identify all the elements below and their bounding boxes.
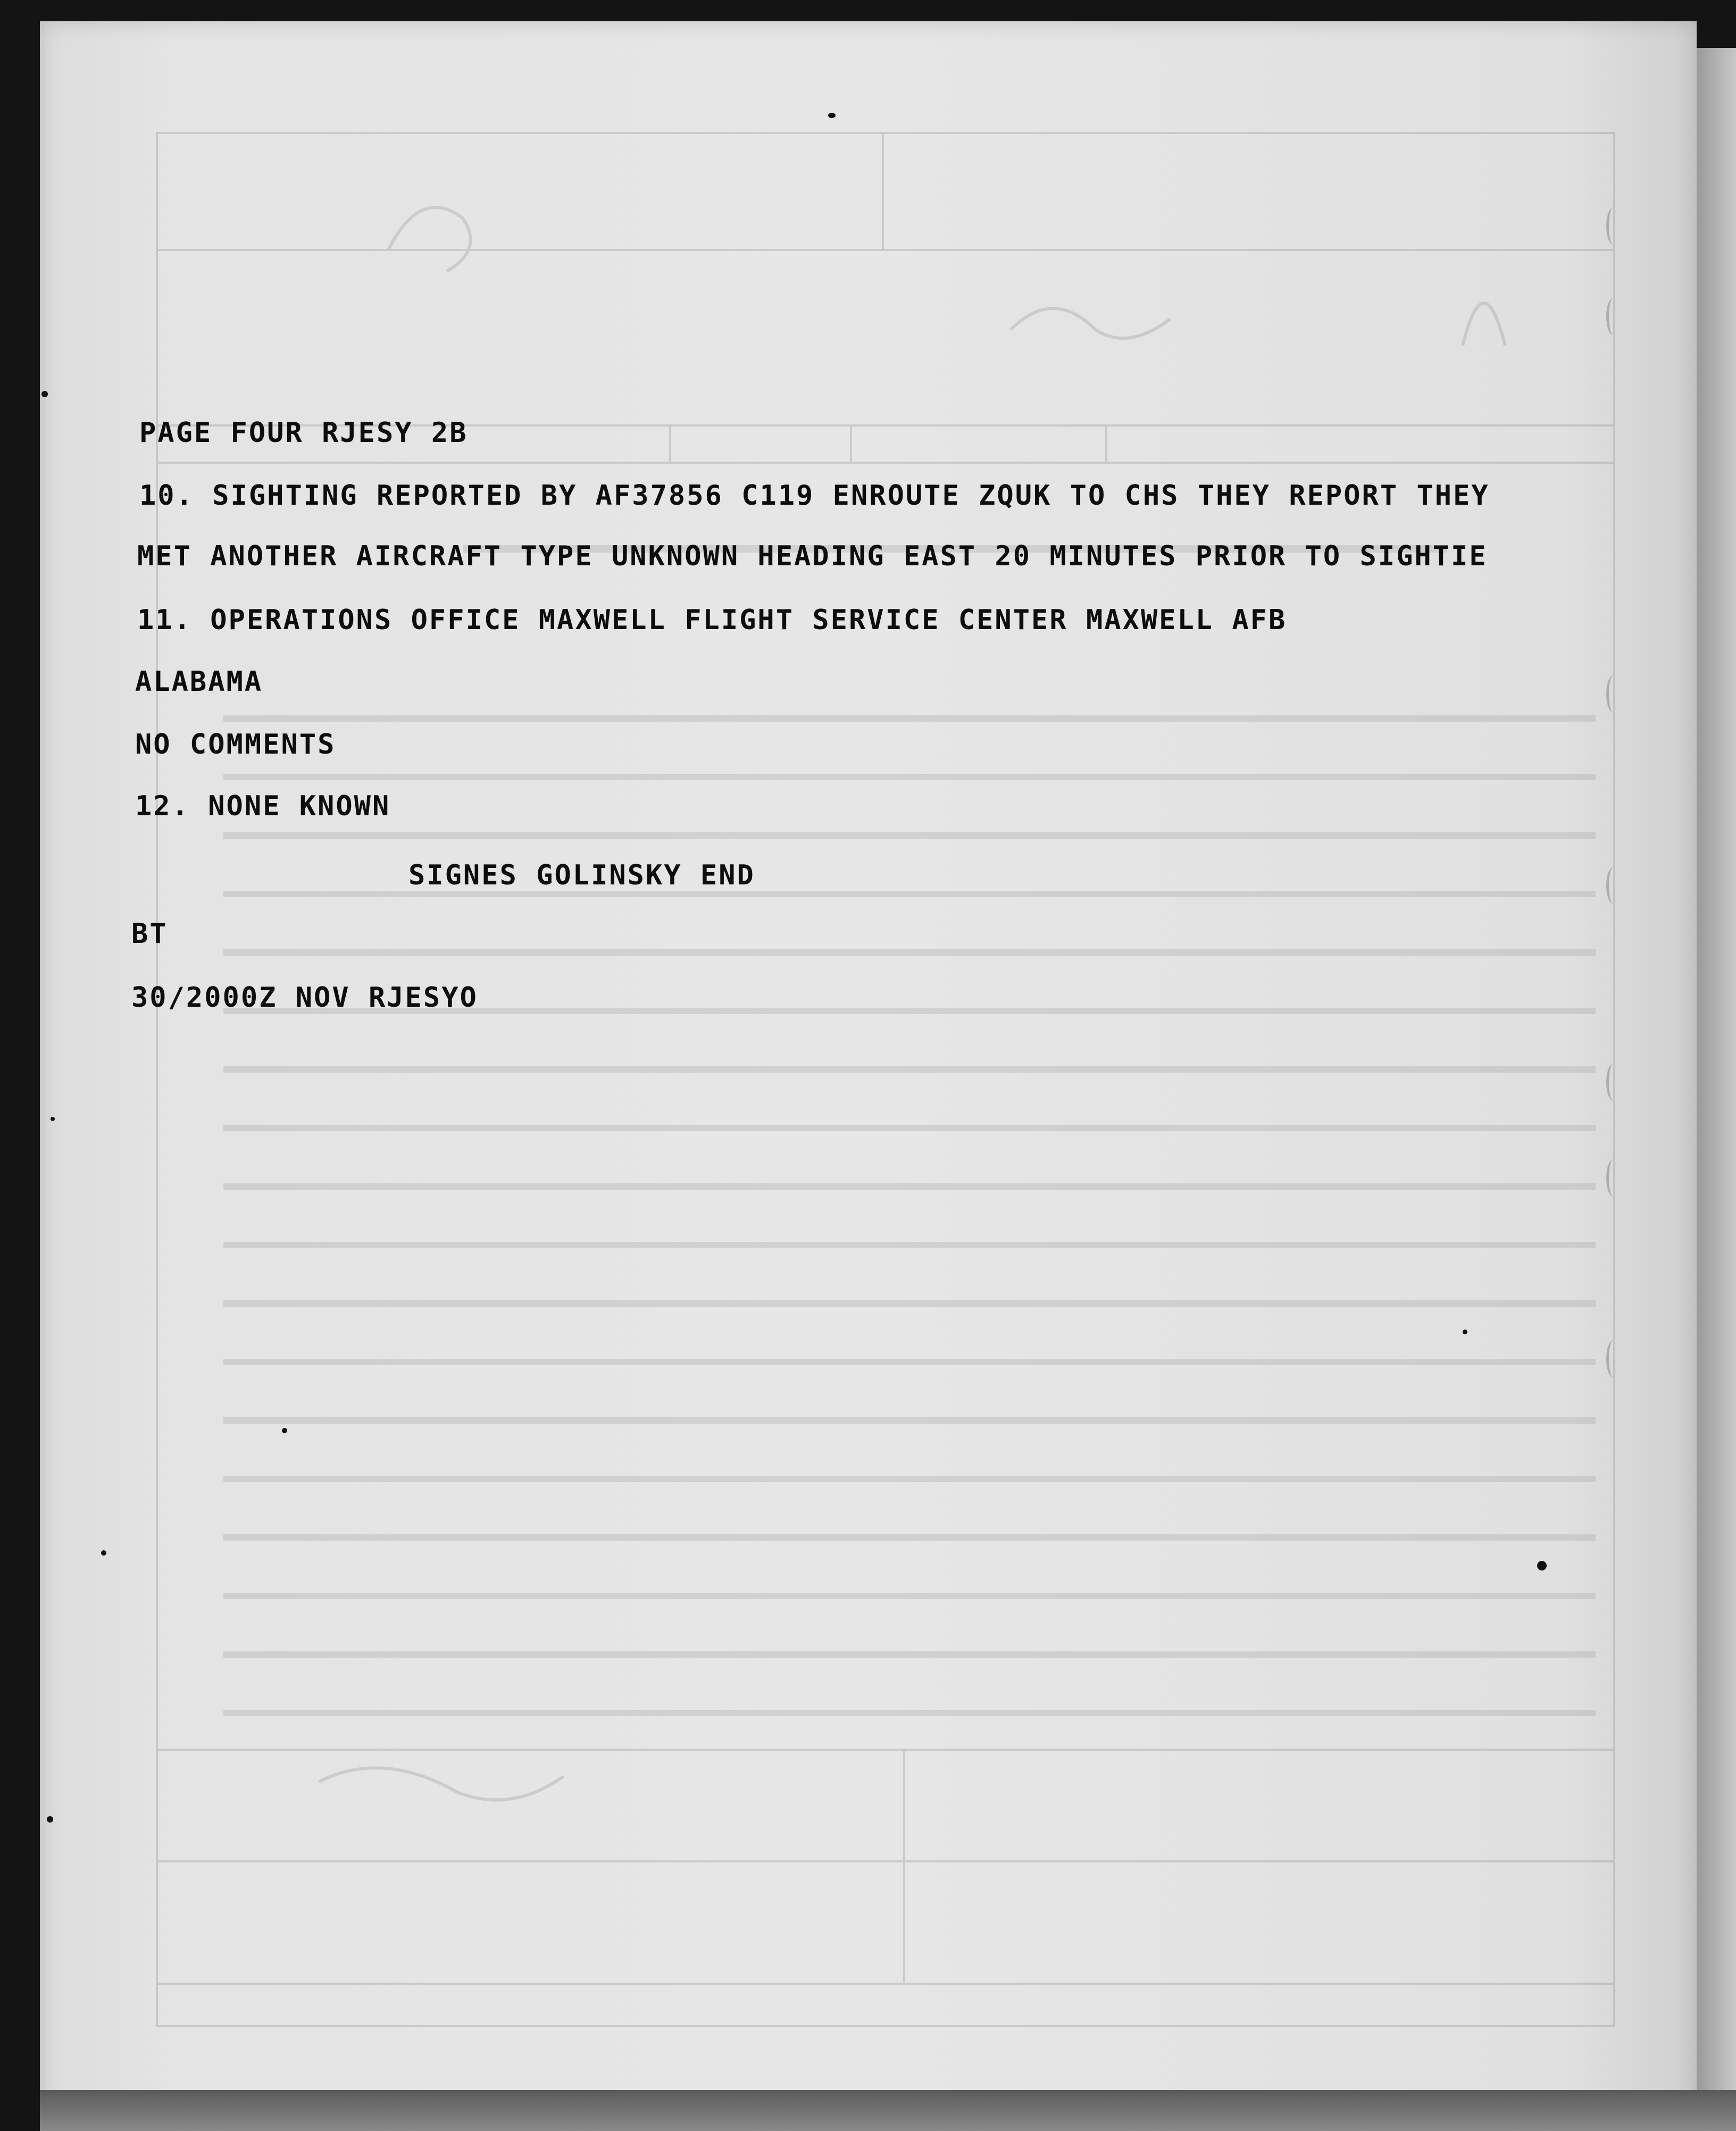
dust-speck — [282, 1428, 287, 1433]
page-header: PAGE FOUR RJESY 2B — [139, 417, 468, 449]
dust-speck — [1537, 1561, 1547, 1570]
binder-mark — [1606, 298, 1621, 335]
binder-mark — [1606, 675, 1621, 713]
binder-mark — [1606, 867, 1621, 904]
binder-mark — [1606, 1340, 1621, 1377]
break-marker: BT — [131, 918, 168, 950]
message-line: MET ANOTHER AIRCRAFT TYPE UNKNOWN HEADING EAST 20 MINUTES PRIOR TO SIGHTIE — [137, 540, 1488, 572]
binder-mark — [1606, 207, 1621, 245]
date-time-group: 30/2000Z NOV RJESYO — [131, 982, 478, 1014]
dust-speck — [47, 1816, 53, 1823]
message-line: 10. SIGHTING REPORTED BY AF37856 C119 ENROUTE ZQUK TO CHS THEY REPORT THEY — [139, 480, 1490, 512]
dust-speck — [1463, 1330, 1467, 1334]
dust-speck — [51, 1117, 55, 1121]
dust-speck — [828, 113, 836, 118]
signature-line: SIGNES GOLINSKY END — [408, 859, 755, 891]
binder-mark — [1606, 1159, 1621, 1197]
message-line: 11. OPERATIONS OFFICE MAXWELL FLIGHT SERVICE CENTER MAXWELL AFB — [137, 604, 1287, 636]
message-line: 12. NONE KNOWN — [135, 790, 391, 822]
binder-mark — [1606, 1064, 1621, 1101]
dust-speck — [41, 391, 48, 397]
message-line: ALABAMA — [135, 666, 263, 698]
dust-speck — [101, 1550, 106, 1556]
message-line: NO COMMENTS — [135, 729, 336, 761]
